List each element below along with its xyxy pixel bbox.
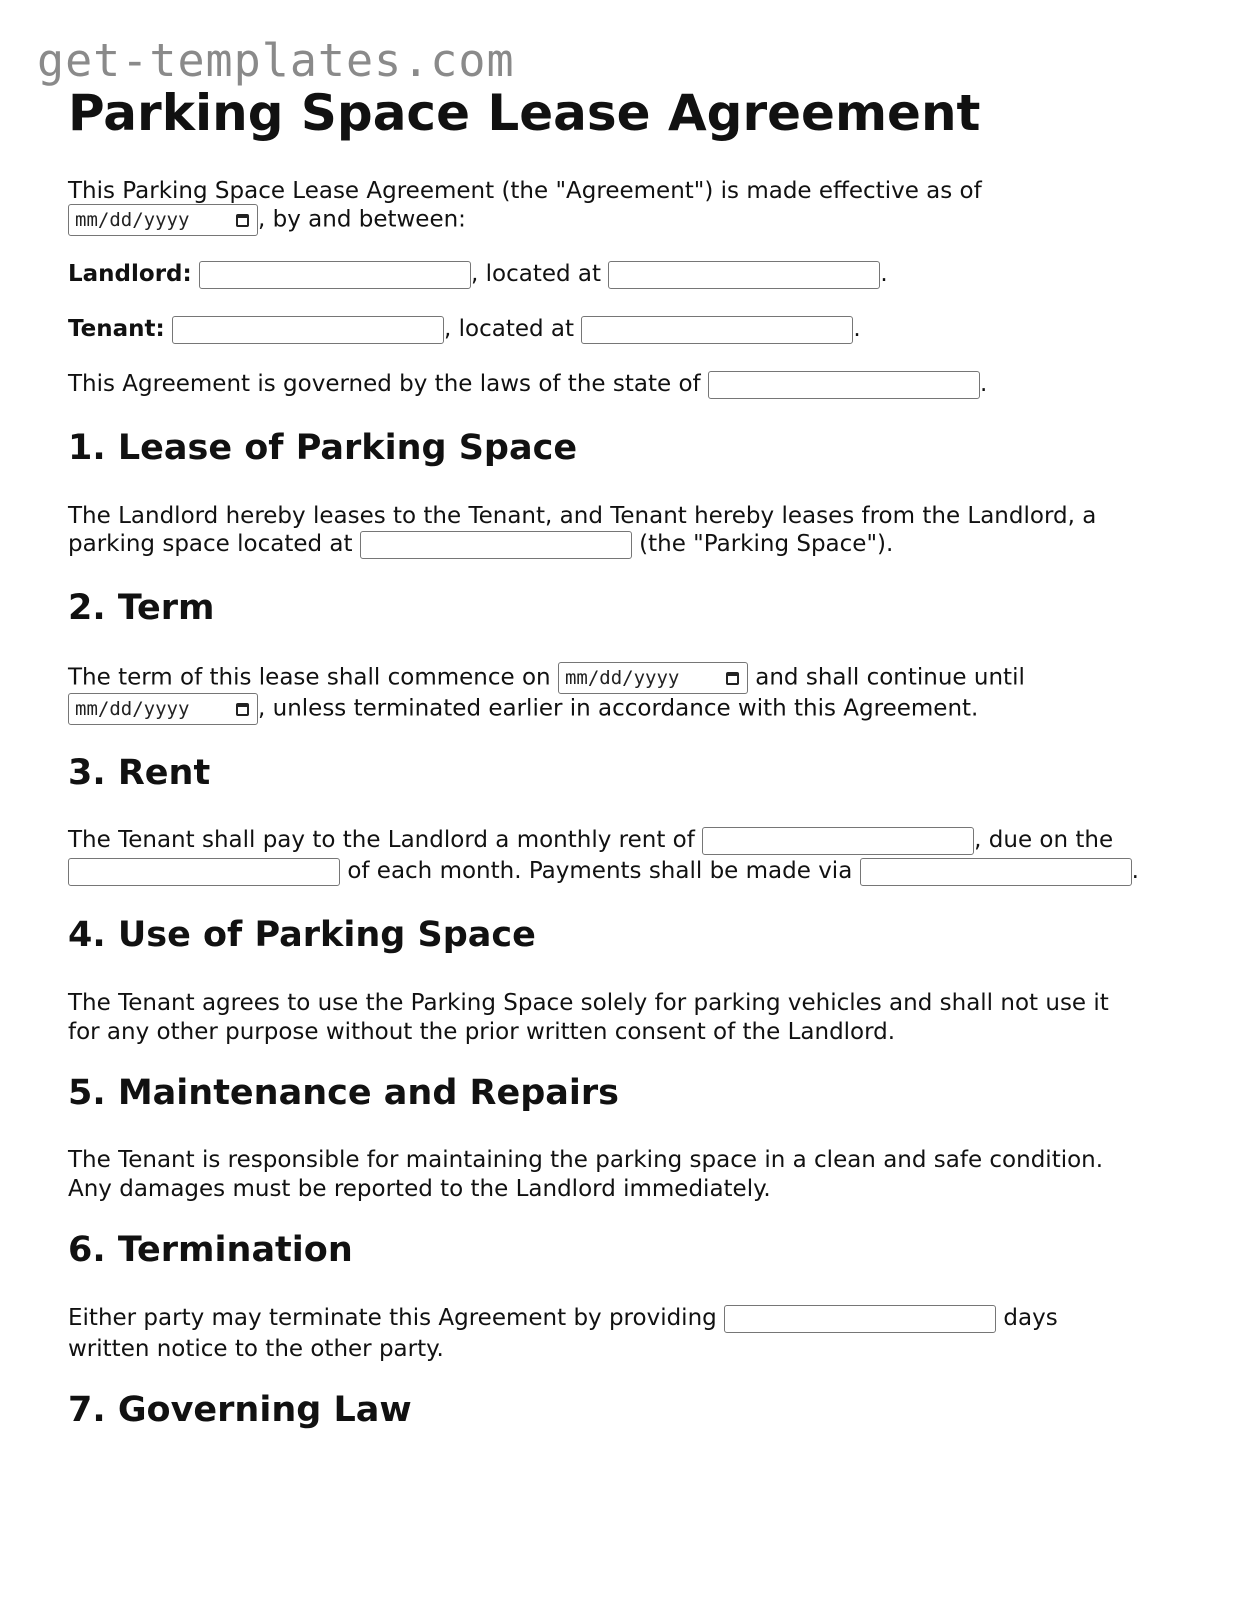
start-date-input[interactable]: mm/dd/yyyy: [558, 662, 748, 694]
intro-line1: This Parking Space Lease Agreement (the "Agreement") is made effective as of: [68, 178, 982, 204]
tenant-line: Tenant: , located at .: [68, 316, 861, 342]
governed-line: This Agreement is governed by the laws of the state of .: [68, 371, 988, 397]
landlord-line: Landlord: , located at .: [68, 261, 888, 287]
section-1-line1: The Landlord hereby leases to the Tenant, and Tenant hereby leases from the Landlord, a: [68, 503, 1097, 529]
calendar-icon: [236, 214, 249, 227]
state-input[interactable]: [708, 371, 980, 399]
tenant-address-input[interactable]: [581, 316, 853, 344]
section-1-heading: 1. Lease of Parking Space: [68, 428, 578, 468]
section-2-line1: The term of this lease shall commence on mm/dd/yyyy and shall continue until: [68, 662, 1025, 694]
rent-amount-input[interactable]: [702, 827, 974, 855]
tenant-label: Tenant:: [68, 316, 165, 342]
page-title: Parking Space Lease Agreement: [68, 84, 981, 142]
landlord-address-input[interactable]: [608, 261, 880, 289]
section-4-line2: for any other purpose without the prior written consent of the Landlord.: [68, 1019, 896, 1045]
section-5-line2: Any damages must be reported to the Landlord immediately.: [68, 1176, 771, 1202]
section-3-line1: The Tenant shall pay to the Landlord a monthly rent of , due on the: [68, 827, 1114, 853]
payment-method-input[interactable]: [860, 858, 1132, 886]
landlord-name-input[interactable]: [199, 261, 471, 289]
intro-line2: mm/dd/yyyy , by and between:: [68, 204, 466, 236]
calendar-icon: [726, 672, 739, 685]
end-date-input[interactable]: mm/dd/yyyy: [68, 693, 258, 725]
section-2-line2: mm/dd/yyyy , unless terminated earlier in accordance with this Agreement.: [68, 693, 978, 725]
effective-date-input[interactable]: mm/dd/yyyy: [68, 204, 258, 236]
due-day-input[interactable]: [68, 858, 340, 886]
section-1-line2: parking space located at (the "Parking Space").: [68, 531, 894, 557]
landlord-label: Landlord:: [68, 261, 192, 287]
notice-days-input[interactable]: [724, 1305, 996, 1333]
section-7-heading: 7. Governing Law: [68, 1390, 412, 1430]
section-4-heading: 4. Use of Parking Space: [68, 915, 536, 955]
watermark: get-templates.com: [37, 34, 515, 87]
section-3-line2: of each month. Payments shall be made via .: [68, 856, 1139, 886]
calendar-icon: [236, 703, 249, 716]
section-6-line1: Either party may terminate this Agreement by providing days: [68, 1305, 1058, 1331]
parking-location-input[interactable]: [360, 531, 632, 559]
section-4-line1: The Tenant agrees to use the Parking Space solely for parking vehicles and shall not use it: [68, 990, 1109, 1016]
section-5-heading: 5. Maintenance and Repairs: [68, 1073, 620, 1113]
tenant-name-input[interactable]: [172, 316, 444, 344]
section-6-line2: written notice to the other party.: [68, 1336, 444, 1362]
section-3-heading: 3. Rent: [68, 753, 211, 793]
section-2-heading: 2. Term: [68, 588, 215, 628]
section-5-line1: The Tenant is responsible for maintaining the parking space in a clean and safe condition.: [68, 1147, 1104, 1173]
section-6-heading: 6. Termination: [68, 1230, 353, 1270]
